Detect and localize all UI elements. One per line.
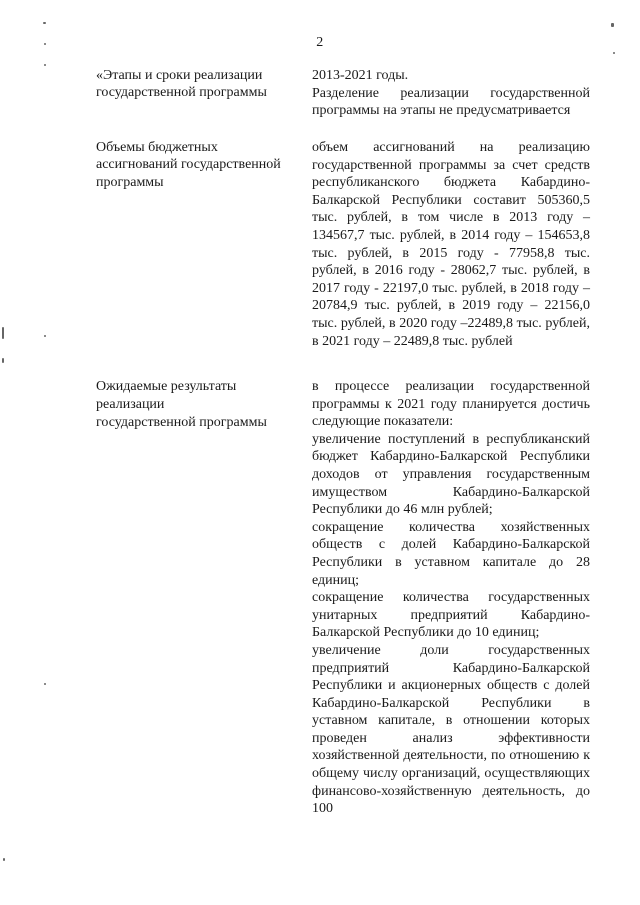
row-value	[312, 67, 590, 120]
label-line: Объемы бюджетных	[96, 140, 218, 155]
label-line: Ожидаемые результаты	[96, 379, 237, 394]
row-label	[96, 378, 300, 432]
label-line: программы	[96, 174, 164, 190]
scan-mark	[43, 22, 46, 24]
row-value	[312, 378, 590, 818]
row-label	[96, 139, 300, 191]
value-paragraph: в процессе реализации государственной программы к 2021 году планируется достичь следующие показатели:	[312, 379, 590, 430]
value-paragraph: увеличение поступлений в республиканский бюджет Кабардино-Балкарской Республики доходов от управления государственным имуществом Кабардино-Балкарской Республики до 46 млн рублей;	[312, 431, 590, 518]
scan-mark	[44, 335, 46, 337]
value-paragraph: объем ассигнований на реализацию государственной программы за счет средств республиканского бюджета Кабардино-Балкарской Республики составит 505360,5 тыс. рублей, в том числе в 2013 году – 134567,7 тыс. рублей, в 2014 году – 154653,8 тыс. рублей, в 2015 году - 77958,8 тыс. рублей, в 2016 году - 28062,7 тыс. рублей, в 2017 году - 22197,0 тыс. рублей, в 2018 году – 20784,9 тыс. рублей, в 2019 году – 22156,0 тыс. рублей, в 2020 году –22489,8 тыс. рублей, в 2021 году – 22489,8 тыс. рублей	[312, 140, 590, 349]
scan-mark	[44, 43, 46, 45]
scan-mark	[44, 683, 46, 685]
scan-mark	[611, 23, 614, 27]
label-line: государственной программы	[96, 85, 267, 101]
page-number: 2	[316, 35, 324, 50]
scan-mark	[2, 358, 4, 363]
value-paragraph: 2013-2021 годы.	[312, 68, 409, 83]
value-paragraph: Разделение реализации государственной программы на этапы не предусматривается	[312, 85, 590, 119]
scan-mark	[613, 52, 615, 54]
scan-mark	[44, 64, 46, 66]
value-paragraph: сокращение количества хозяйственных обществ с долей Кабардино-Балкарской Республики в уставном капитале до 28 единиц;	[312, 519, 590, 588]
label-line: ассигнований государственной	[96, 157, 281, 173]
scan-mark	[3, 858, 5, 861]
row-value	[312, 139, 590, 350]
label-line: «Этапы и сроки реализации	[96, 68, 263, 83]
value-paragraph: увеличение доли государственных предприятий Кабардино-Балкарской Республики и акционерных обществ с долей Кабардино-Балкарской Республики в уставном капитале, в отношении которых проведен анализ эффективности хозяйственной деятельности, по отношению к общему числу организаций, осуществляющих финансово-хозяйственную деятельность, до 100	[312, 642, 590, 817]
label-line: реализации	[96, 397, 165, 412]
value-paragraph: сокращение количества государственных унитарных предприятий Кабардино-Балкарской Республики до 10 единиц;	[312, 590, 590, 641]
label-line: государственной программы	[96, 415, 267, 430]
row-label	[96, 67, 300, 102]
scan-mark	[2, 327, 4, 339]
